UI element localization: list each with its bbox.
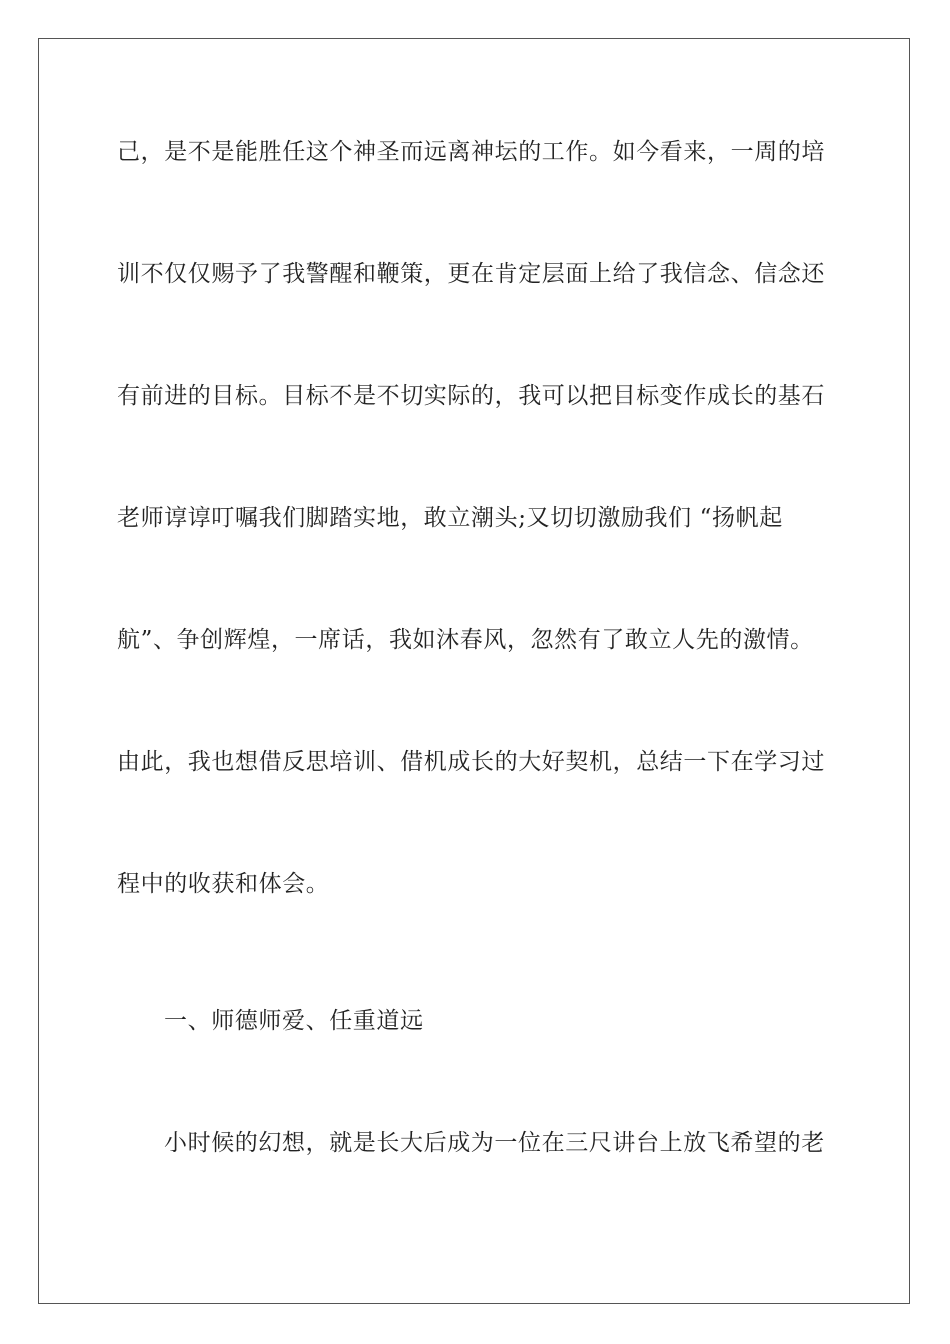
paragraph-first-line: 小时候的幻想，就是长大后成为一位在三尺讲台上放飞希望的老 bbox=[164, 1130, 825, 1156]
page-frame bbox=[38, 38, 910, 1304]
body-text-line: 由此，我也想借反思培训、借机成长的大好契机，总结一下在学习过 bbox=[117, 749, 825, 775]
body-text-line: 老师谆谆叮嘱我们脚踏实地，敢立潮头;又切切激励我们 “扬帆起 bbox=[117, 505, 783, 531]
body-text-line: 训不仅仅赐予了我警醒和鞭策，更在肯定层面上给了我信念、信念还 bbox=[117, 261, 825, 287]
body-text-line: 航”、争创辉煌，一席话，我如沐春风，忽然有了敢立人先的激情。 bbox=[117, 627, 814, 653]
body-text-line: 有前进的目标。目标不是不切实际的，我可以把目标变作成长的基石 bbox=[117, 383, 825, 409]
section-heading: 一、师德师爱、任重道远 bbox=[164, 1008, 424, 1034]
body-text-line: 己，是不是能胜任这个神圣而远离神坛的工作。如今看来，一周的培 bbox=[117, 139, 825, 165]
body-text-line: 程中的收获和体会。 bbox=[117, 871, 330, 897]
